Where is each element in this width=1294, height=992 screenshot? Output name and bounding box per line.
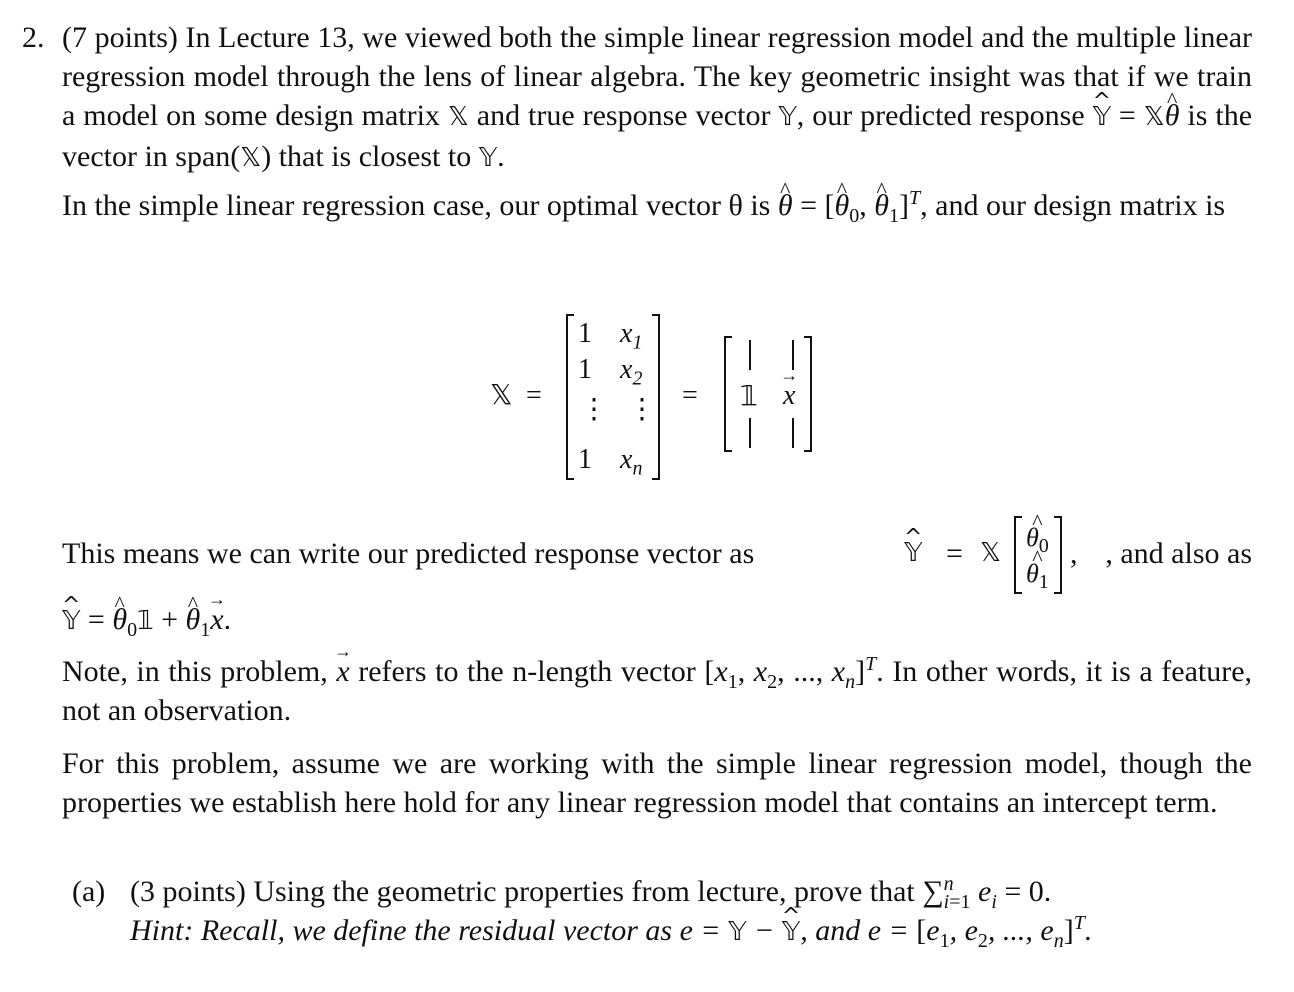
matrix-cell: 1 [578,318,592,349]
yhat-equation: ^ 𝕐 = ^ $\theta_0𝟙$ + ^ $\theta_1\to x$. [62,600,1252,641]
part-a-statement [130,872,1252,911]
simple-case-text: In the simple linear regression case, our optimal vector θ is [62,189,771,222]
means-text-2: , and also as [1105,537,1252,570]
intro-text-2: and true response vector [476,99,771,132]
design-matrix-symbol: 𝕏 [447,102,469,132]
intro-text-4: is the vector in span( [62,99,1253,173]
left-bracket [566,314,574,480]
simple-case-paragraph: In the simple linear regression case, our optimal vector θ is ^ θ = [^ $\theta_0$, ^ $\theta_1]^T$, and our design matrix is [62,186,1252,225]
intro-text-5: ) that is closest to [261,140,472,173]
intro-text-3: , our predicted response [796,99,1085,132]
matrix-cell: $x_n$ [620,444,643,480]
right-bracket [652,314,660,480]
x-vector-symbol: → x [783,376,795,415]
column-bar [749,418,751,448]
matrix-cell: 1 [578,354,592,385]
part-a-body [130,872,1252,952]
predicted-response-symbol: ^ 𝕐 [1093,98,1111,137]
note-text-3: . In other words, it is a feature, not an observation. [62,655,1253,727]
note-paragraph: Note, in this problem, → x refers to the n-length vector [$x_1$, $x_2$, ..., $x_n]^T$. In other words, it is a feature, not an observation. [62,652,1252,730]
note-text-2: refers to the n-length vector [358,655,696,688]
matrix-cell: 1 [578,444,592,475]
predicted-response-symbol-4: ^ 𝕐 [782,913,800,952]
hint-label: Hint: [130,914,194,947]
means-text: This means we can write our predicted response vector as [62,537,755,570]
design-matrix-symbol-4: 𝕏 [980,538,1001,568]
design-matrix-display [490,300,820,490]
assume-paragraph: For this problem, assume we are working with the simple linear regression model, though the properties we establish here hold for any linear regression model that contains an intercept term. [62,747,1252,819]
part-a-label: (a) [72,875,106,908]
matrix-cell: ⋮ [580,394,608,425]
theta0-hat-3: ^ θ [112,600,127,639]
part-a-text: Using the geometric properties from lecture, prove that [253,875,915,908]
equals-sign: = [526,380,542,411]
right-bracket-3 [1054,516,1062,594]
note-text: Note, in this problem, [62,655,328,688]
theta1-hat: ^ θ [874,186,889,225]
sum-expression: ∑$^n_{i=1}$ $e_i = 0$. [922,873,1052,913]
part-a-hint: Hint: Recall, we define the residual vector as e = 𝕐 − ^ 𝕐, and $e = [e_1$, $e_2$, ..., $e_n]^T$. [130,911,1252,952]
matrix-lhs-symbol: 𝕏 [490,378,513,411]
equals-sign-3: = [946,537,963,570]
part-a-points: (3 points) [130,875,246,908]
predicted-response-symbol-3: ^ 𝕐 [62,602,80,641]
theta0-hat: ^ θ [835,186,850,225]
theta-hat-symbol-2: ^ θ [778,186,793,225]
column-bar [792,418,794,448]
theta0-hat-2: ^ $\theta_0$ [1026,518,1049,557]
matrix-cell: $x_1$ [620,318,643,354]
simple-case-text-2: , and our design matrix is [920,189,1226,222]
right-bracket-2 [804,336,812,452]
design-matrix-symbol-3: 𝕏 [240,143,262,173]
means-paragraph [62,523,1252,594]
intro-text: In Lecture 13, we viewed both the simple linear regression model and the multiple linear regression model through the lens of linear algebra. The key geometric insight was that if we train a model on some design matrix [62,21,1253,132]
x-vector-symbol-2: → x [210,600,223,639]
problem-number: 2. [22,21,45,54]
theta-hat-symbol: ^ θ [1165,96,1180,135]
equals-sign-2: = [682,380,698,411]
hint-text: Recall, we define the residual vector as e = [200,914,721,947]
hint-text-2: , and e = [800,914,909,947]
matrix-cell: ⋮ [628,394,656,425]
ones-vector-symbol-2: 𝟙 [137,606,154,636]
predicted-response-symbol-2: ^ 𝕐 [904,534,922,573]
comma: , [1070,537,1078,570]
left-bracket-2 [724,336,732,452]
matrix-cell: $x_2$ [620,354,643,390]
column-bar [749,340,751,370]
ones-vector-symbol: 𝟙 [740,379,758,412]
response-vector-symbol-2: 𝕐 [478,143,498,173]
x-vector-symbol-3: → x [336,652,349,691]
theta1-hat-3: ^ θ [186,600,201,639]
design-matrix-symbol-2: 𝕏 [1143,102,1165,132]
response-vector-symbol: 𝕐 [778,102,797,132]
response-vector-symbol-3: 𝕐 [728,917,747,947]
problem-intro-paragraph: (7 points) In Lecture 13, we viewed both the simple linear regression model and the multiple linear regression model through the lens of linear algebra. The key geometric insight was that if we train a model on some design matrix 𝕏 and true response vector 𝕐, our predicted response ^ 𝕐 = 𝕏^ θ is the vector in span(𝕏) that is closest to 𝕐. [62,18,1252,178]
left-bracket-3 [1014,516,1022,594]
theta1-hat-2: ^ $\theta_1$ [1026,554,1049,593]
problem-points: (7 points) [62,21,178,54]
